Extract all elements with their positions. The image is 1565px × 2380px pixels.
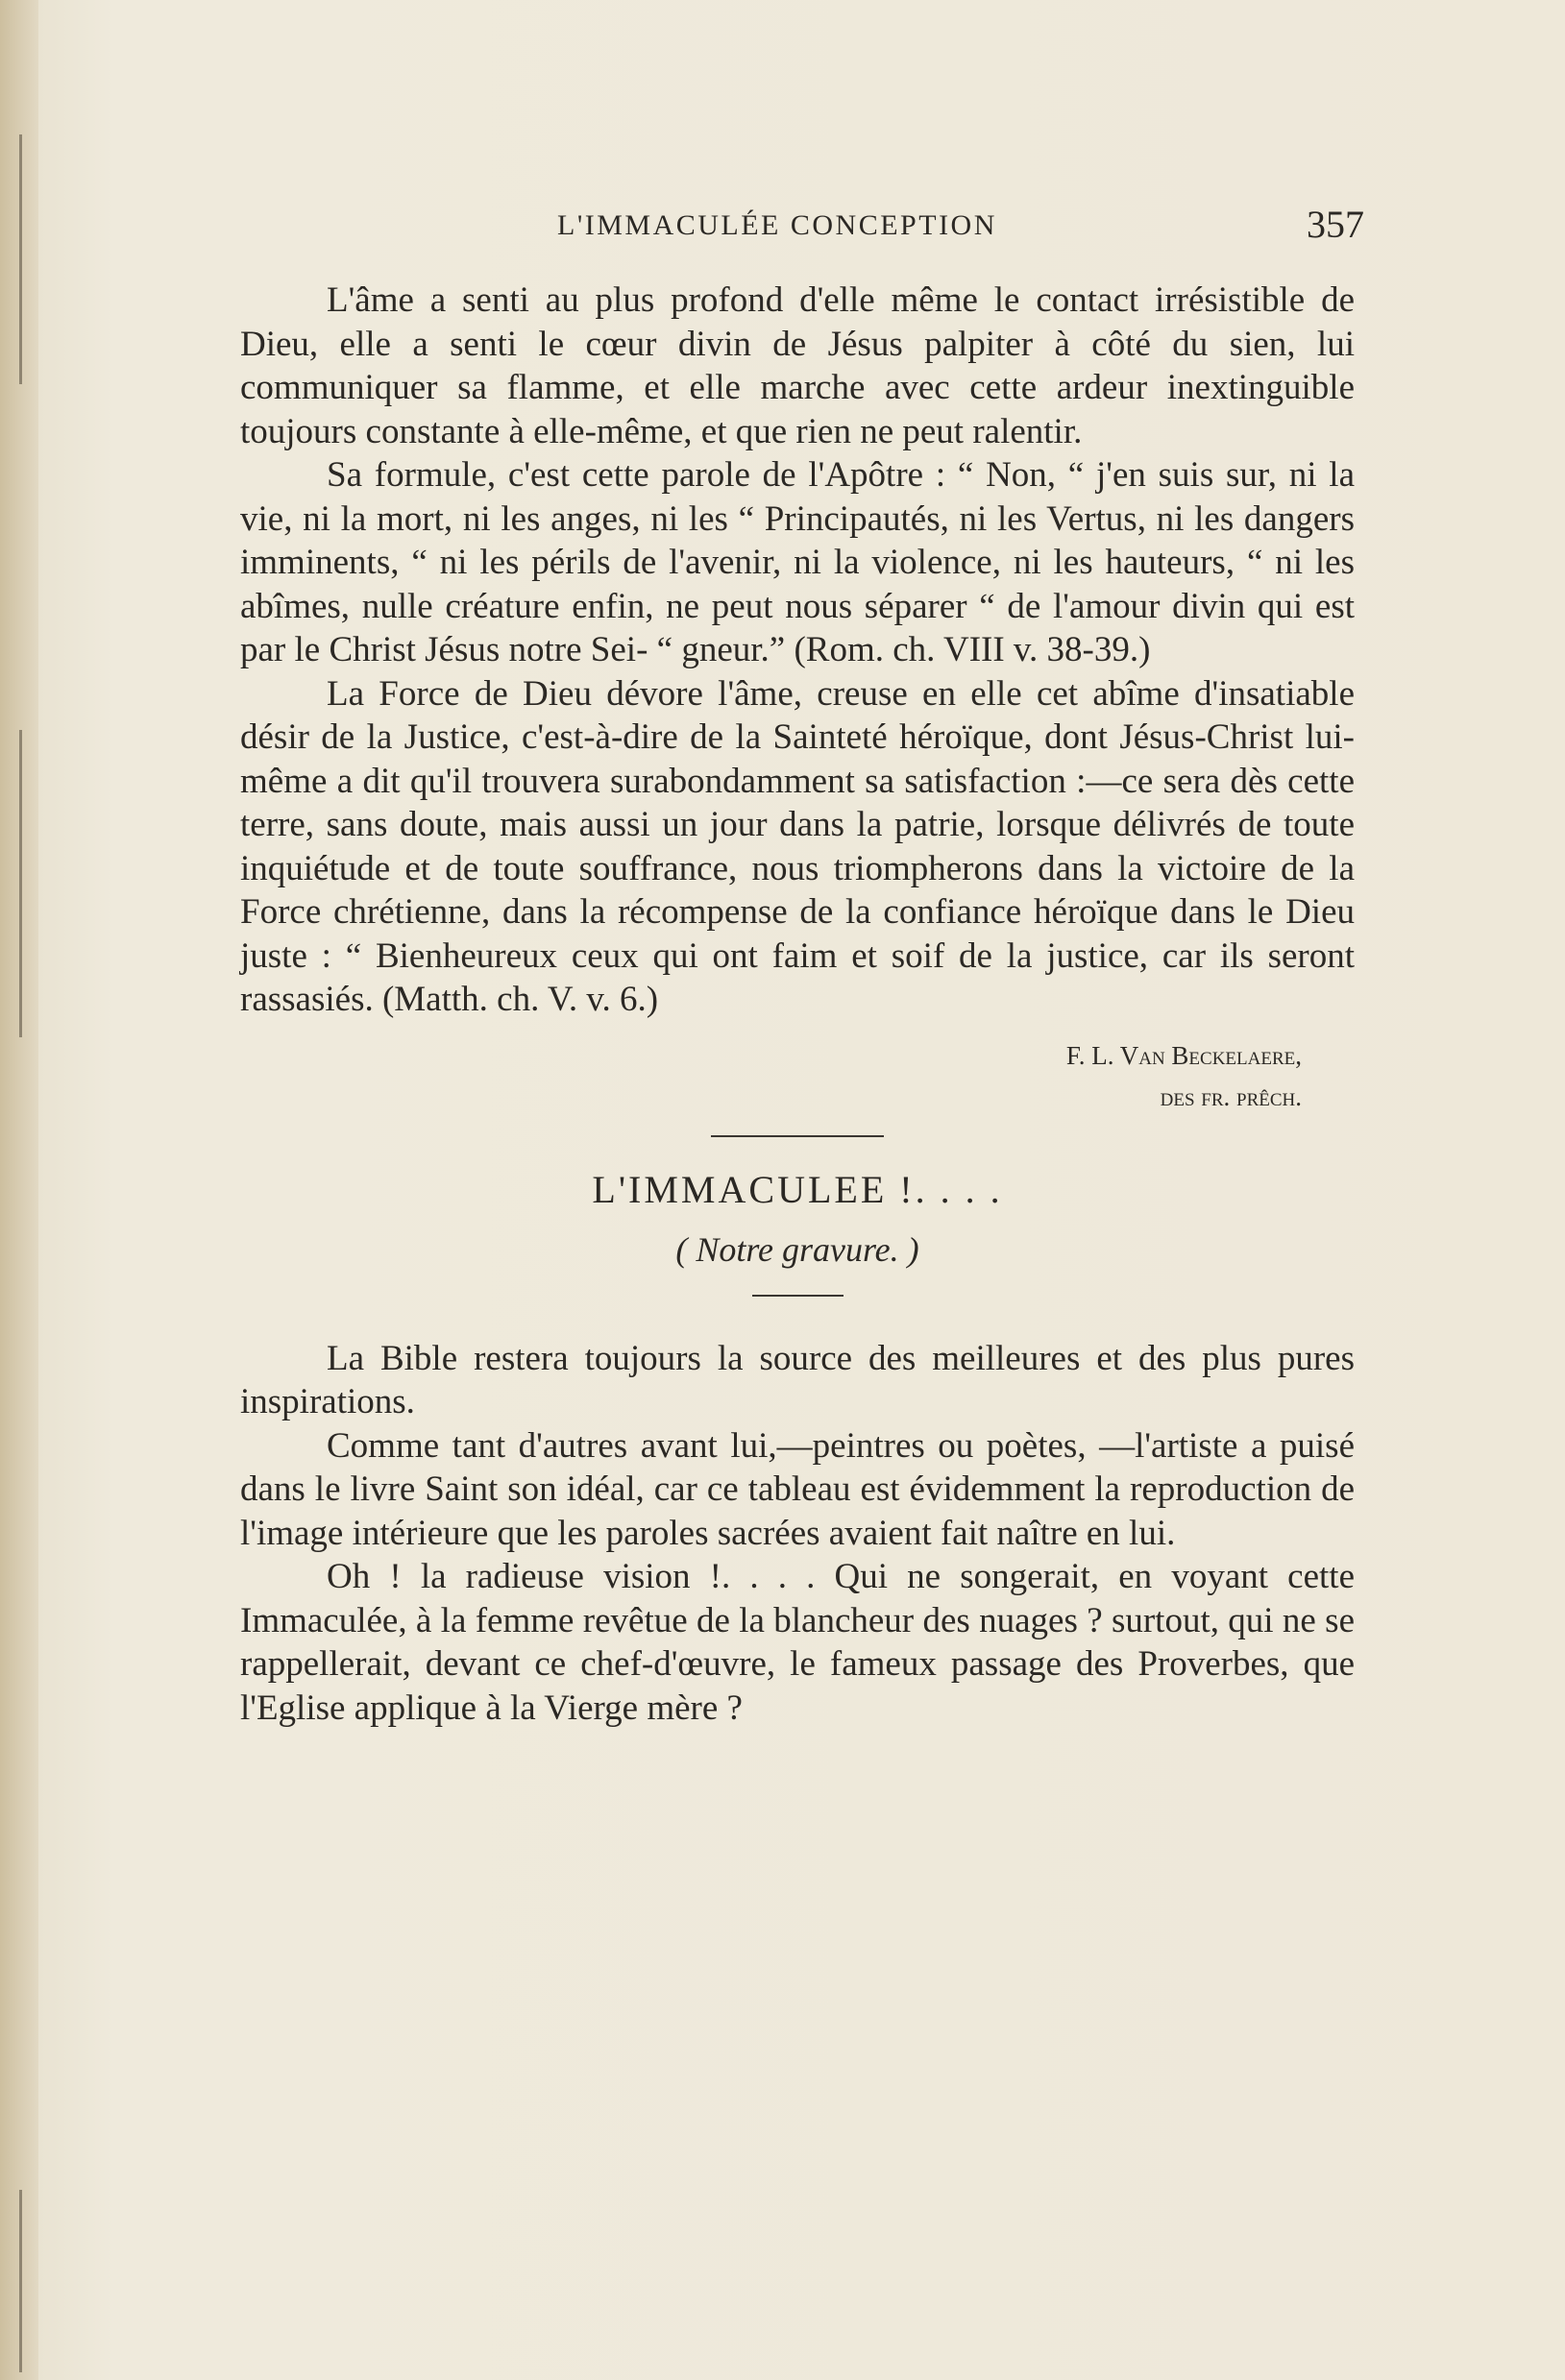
page-header xyxy=(240,202,1364,259)
binding-mark xyxy=(19,2190,22,2372)
section-divider xyxy=(711,1135,884,1137)
paragraph: Sa formule, c'est cette parole de l'Apôtre : “ Non, “ j'en suis sur, ni la vie, ni la mort, ni les anges, ni les “ Principautés, ni les Vertus, ni les dangers imminents, “ ni les périls de l'avenir, ni la violence, ni les hauteurs, “ ni les abîmes, nulle créature enfin, ne peut nous séparer “ de l'amour divin qui est par le Christ Jésus notre Sei- “ gneur.” (Rom. ch. VIII v. 38-39.) xyxy=(240,455,1355,669)
page-number: 357 xyxy=(1307,203,1364,246)
paragraph: La Force de Dieu dévore l'âme, creuse en elle cet abîme d'insatiable désir de la Justice, c'est-à-dire de la Sainteté héroïque, dont Jésus-Christ lui-même a dit qu'il trouvera surabondamment sa satisfaction :—ce sera dès cette terre, sans doute, mais aussi un jour dans la patrie, lorsque délivrés de toute inquiétude et de toute souffrance, nous triompherons dans la victoire de la Force chrétienne, dans la récompense de la confiance héroïque dans le Dieu juste : “ Bienheureux ceux qui ont faim et soif de la justice, car ils seront rassasiés. (Matth. ch. V. v. 6.) xyxy=(240,673,1355,1019)
running-title: L'IMMACULÉE CONCEPTION xyxy=(557,209,997,241)
signature-order: des fr. prêch. xyxy=(1160,1081,1302,1111)
section-subtitle: ( Notre gravure. ) xyxy=(675,1229,919,1269)
binding-mark xyxy=(19,134,22,384)
page-spine-edge xyxy=(0,0,38,2380)
section-title: L'IMMACULEE !. . . . xyxy=(592,1167,1003,1211)
paragraph: L'âme a senti au plus profond d'elle même le contact irrésistible de Dieu, elle a senti le cœur divin de Jésus palpiter à côté du sien, lui communiquer sa flamme, et elle marche avec cette ardeur inextinguible toujours constante à elle-même, et que rien ne peut ralentir. xyxy=(240,280,1355,451)
paragraph: Oh ! la radieuse vision !. . . . Qui ne songerait, en voyant cette Immaculée, à la femme revêtue de la blancheur des nuages ? surtout, qui ne se rappellerait, devant ce chef-d'œuvre, le fameux passage des Proverbes, que l'Eglise applique à la Vierge mère ? xyxy=(240,1557,1355,1728)
author-signature xyxy=(240,1035,1355,1118)
page-body xyxy=(240,279,1355,1730)
binding-mark xyxy=(19,730,22,1037)
signature-name: F. L. Van Beckelaere, xyxy=(1065,1040,1302,1070)
paragraph: Comme tant d'autres avant lui,—peintres ou poètes, —l'artiste a puisé dans le livre Saint son idéal, car ce tableau est évidemment la reproduction de l'image intérieure que les paroles sacrées avaient fait naître en lui. xyxy=(240,1425,1355,1553)
paragraph: La Bible restera toujours la source des meilleures et des plus pures inspirations. xyxy=(240,1338,1355,1421)
